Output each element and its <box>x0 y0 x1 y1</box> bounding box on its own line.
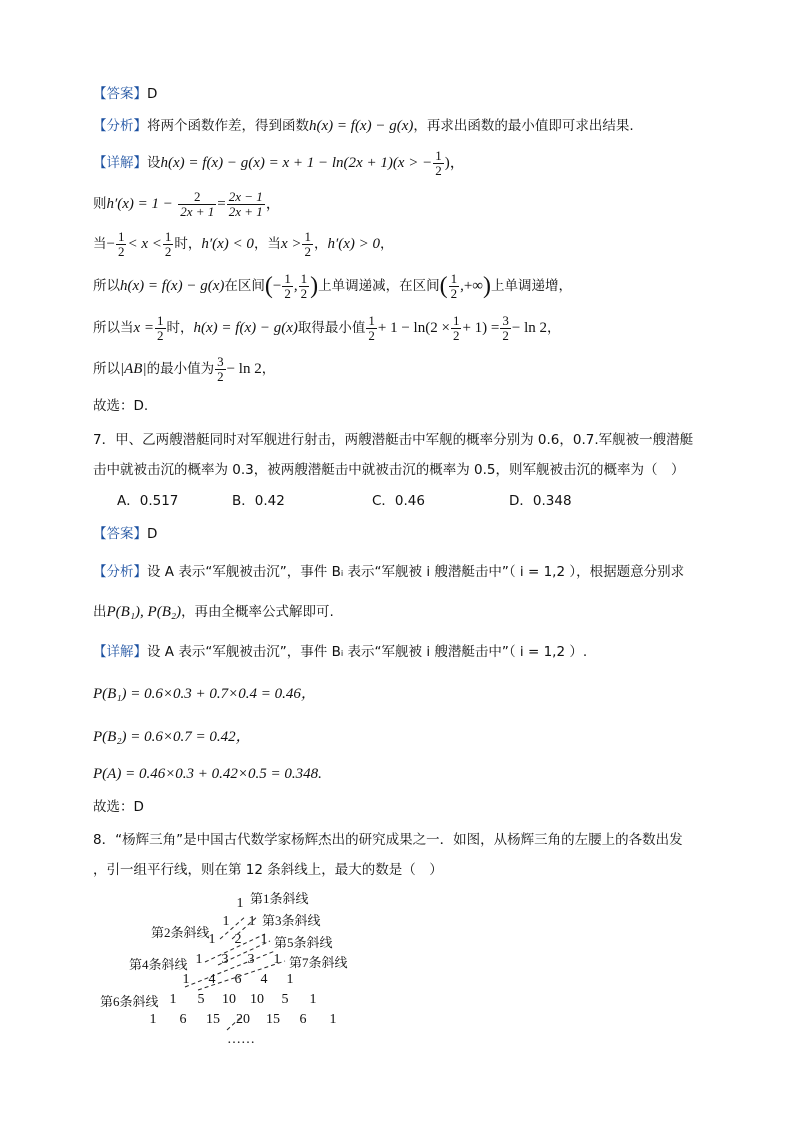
fraction-ab <box>215 355 226 384</box>
triangle-cell-5-3: 10 <box>250 992 264 1007</box>
fraction-numerator: 1 <box>117 228 125 244</box>
fraction-denominator: 2 <box>368 327 375 343</box>
triangle-cell-0-0: 1 <box>236 896 244 911</box>
detail-formula: h(x) = f(x) − g(x) = x + 1 − ln(2x + 1)(x > − <box>160 155 433 171</box>
q7-option-c: C．0.46 <box>372 493 425 509</box>
ab-formula: − ln 2 <box>226 361 262 377</box>
fraction-numerator: 1 <box>284 270 291 286</box>
ab-abs: |AB| <box>120 361 147 377</box>
when-line <box>93 227 394 261</box>
fraction-denominator: 2 <box>217 368 224 384</box>
triangle-cell-6-5: 6 <box>299 1012 307 1027</box>
triangle-cell-6-3: 20 <box>236 1012 250 1027</box>
triangle-cell-6-1: 6 <box>179 1012 187 1027</box>
fraction-numerator: 1 <box>368 312 375 328</box>
fraction-min-1 <box>155 314 166 343</box>
analysis-text: 设 A 表示“军舰被击沉”，事件 Bᵢ 表示“军舰被 i 艘潜艇击中”（ i = 1,2 ），根据题意分别求 <box>147 564 685 580</box>
analysis-text: 将两个函数作差，得到函数 <box>147 118 309 134</box>
ab-text-2: 的最小值为 <box>146 361 215 377</box>
triangle-cell-4-1: 4 <box>208 972 216 987</box>
fraction-numerator: 1 <box>164 228 172 244</box>
triangle-cell-5-2: 10 <box>222 992 236 1007</box>
choose-text: 故选：D. <box>93 398 149 414</box>
fraction-numerator: 1 <box>450 270 458 286</box>
mono-text: 所以 <box>93 278 120 294</box>
when-text-3: ，当 <box>253 236 281 252</box>
q7-stem-text: 击中就被击沉的概率为 0.3，被两艘潜艇击中就被击沉的概率为 0.5，则军舰被击沉的概率为（ ） <box>93 462 685 478</box>
q8-stem-1 <box>93 830 683 850</box>
min-text-3: 取得最小值 <box>297 320 366 336</box>
when-text: 当 <box>93 236 107 252</box>
minus-sign: − <box>272 278 282 294</box>
comma: ， <box>313 236 328 252</box>
answer-line-7 <box>93 524 157 544</box>
q7-stem-2 <box>93 460 685 480</box>
answer-value: D <box>147 86 158 102</box>
answer-tag: 【答案】 <box>93 86 147 102</box>
q7-option-a: A．0.517 <box>117 493 179 509</box>
minus-sign: − <box>106 236 115 252</box>
answer-tag: 【答案】 <box>93 526 147 542</box>
fraction-min-2 <box>366 314 377 343</box>
q8-stem-text: ，引一组平行线，则在第 12 条斜线上，最大的数是（ ） <box>93 862 443 878</box>
detail-line-7 <box>93 642 587 662</box>
derivative-line: 则h′(x) = 1 − $\frac{2}{2x + 1}$ = $\frac{2x - 1}{2x + 1}$ ， <box>93 188 281 219</box>
derivative-negative: h′(x) < 0 <box>201 236 254 252</box>
fraction-min-3 <box>451 314 462 343</box>
fraction-denominator: 2x + 1 <box>228 203 263 219</box>
q7-stem-1 <box>93 430 693 450</box>
fraction-numerator: 1 <box>304 228 311 244</box>
inequality: < x < <box>127 236 162 252</box>
fraction-denominator: 2 <box>452 327 460 343</box>
choose-line-7 <box>93 797 144 817</box>
mono-text-2: 在区间 <box>224 278 265 294</box>
triangle-cell-6-2: 15 <box>206 1012 220 1027</box>
mono-text-3: 上单调递减，在区间 <box>318 278 440 294</box>
triangle-cell-3-0: 1 <box>195 952 203 967</box>
triangle-cell-1-0: 1 <box>222 914 230 929</box>
diagonal-label-2: 第2条斜线 <box>151 925 210 940</box>
min-formula-3: + 1) = <box>462 320 500 336</box>
triangle-cell-5-0: 1 <box>169 992 177 1007</box>
fraction-denominator: 2 <box>164 243 172 259</box>
fraction-half <box>433 149 444 178</box>
triangle-cell-3-2: 3 <box>247 952 255 967</box>
min-formula-4: − ln 2 <box>511 320 547 336</box>
comma: ， <box>261 361 276 377</box>
triangle-cell-5-5: 1 <box>309 992 317 1007</box>
min-text: 所以当 <box>93 320 134 336</box>
triangle-cell-4-4: 1 <box>286 972 294 987</box>
mono-text-4: 上单调递增， <box>490 278 572 294</box>
triangle-cell-6-4: 15 <box>266 1012 280 1027</box>
fraction-interval-1 <box>282 272 293 301</box>
q7-stem-text: 7．甲、乙两艘潜艇同时对军舰进行射击，两艘潜艇击中军舰的概率分别为 0.6，0.7.军舰被一艘潜艇 <box>93 432 694 448</box>
fraction-min-4 <box>500 314 511 343</box>
comma: ， <box>547 320 561 336</box>
q7-option-d: D．0.348 <box>509 493 572 509</box>
diagonal-label-5: 第5条斜线 <box>274 935 333 950</box>
fraction-denominator: 2 <box>435 162 442 178</box>
triangle-cell-1-1: 1 <box>248 914 256 929</box>
detail-tag: 【详解】 <box>93 155 147 171</box>
diagonal-label-6: 第6条斜线 <box>100 994 159 1009</box>
x-greater: x > <box>280 236 302 252</box>
fraction-numerator: 3 <box>217 353 224 369</box>
triangle-cell-2-2: 1 <box>260 932 268 947</box>
analysis-formula: P(B₁), P(B₂) <box>106 604 182 620</box>
fraction-numerator: 1 <box>435 147 442 163</box>
comma: , <box>460 278 464 294</box>
equation-2: P(B₂) = 0.6×0.7 = 0.42， <box>93 729 251 745</box>
fraction-denominator: 2 <box>502 327 509 343</box>
fraction-denominator: 2 <box>450 285 458 301</box>
q8-stem-text: 8．“杨辉三角”是中国古代数学家杨辉杰出的研究成果之一．如图，从杨辉三角的左腰上的各数出发 <box>93 832 683 848</box>
analysis-tag: 【分析】 <box>93 118 147 134</box>
fraction-half-a <box>116 230 127 259</box>
detail-text: 设 A 表示“军舰被击沉”，事件 Bᵢ 表示“军舰被 i 艘潜艇击中”（ i = 1,2 ）. <box>147 644 588 660</box>
q8-stem-2 <box>93 860 443 880</box>
triangle-cell-5-4: 5 <box>281 992 289 1007</box>
fraction-denominator: 2 <box>157 327 164 343</box>
analysis-line-6 <box>93 116 634 136</box>
triangle-cell-4-3: 4 <box>260 972 268 987</box>
triangle-cell-6-6: 1 <box>329 1012 337 1027</box>
choose-text: 故选：D <box>93 799 144 815</box>
fraction-denominator: 2x + 1 <box>180 203 215 219</box>
triangle-cell-3-3: 1 <box>273 952 281 967</box>
derivative-positive: h′(x) > 0 <box>327 236 381 252</box>
fraction-denominator: 2 <box>300 285 308 301</box>
when-text-2: 时， <box>174 236 202 252</box>
ab-line <box>93 352 275 386</box>
fraction-numerator: 2 <box>178 190 216 205</box>
diagonal-label-7: 第7条斜线 <box>289 955 348 970</box>
triangle-cell-4-0: 1 <box>182 972 190 987</box>
analysis-formula: h(x) = f(x) − g(x) <box>309 118 414 134</box>
analysis-line-7b <box>93 602 334 622</box>
detail-line-6 <box>93 146 465 180</box>
diagonal-label-4: 第4条斜线 <box>129 957 188 972</box>
min-formula-2: + 1 − ln(2 × <box>377 320 450 336</box>
fraction-denominator: 2 <box>117 243 125 259</box>
analysis-text-end: ，再由全概率公式解即可. <box>181 604 334 620</box>
equation-3: P(A) = 0.46×0.3 + 0.42×0.5 = 0.348. <box>93 766 322 782</box>
triangle-ellipsis: …… <box>227 1032 255 1047</box>
analysis-line-7 <box>93 562 684 582</box>
diagonal-label-1: 第1条斜线 <box>250 891 309 906</box>
fraction-numerator: 1 <box>157 312 164 328</box>
mono-formula: h(x) = f(x) − g(x) <box>120 278 225 294</box>
fraction-denominator: 2 <box>284 285 291 301</box>
triangle-cell-2-1: 2 <box>234 932 242 947</box>
ab-text: 所以 <box>93 361 120 377</box>
fraction-numerator: 1 <box>452 312 460 328</box>
comma: ， <box>380 236 394 252</box>
fraction-half-c <box>302 230 313 259</box>
equation-1: P(B₁) = 0.6×0.3 + 0.7×0.4 = 0.46， <box>93 686 316 702</box>
min-formula: h(x) = f(x) − g(x) <box>193 320 298 336</box>
triangle-cell-4-2: 6 <box>234 972 242 987</box>
diagonal-label-3: 第3条斜线 <box>262 913 321 928</box>
yanghui-triangle-figure <box>0 885 794 1065</box>
fraction-deriv-2 <box>227 190 265 219</box>
analysis-text: 出 <box>93 604 107 620</box>
triangle-cell-2-0: 1 <box>208 932 216 947</box>
fraction-numerator: 2x − 1 <box>228 188 263 204</box>
choose-line-6 <box>93 396 148 416</box>
infinity: +∞ <box>463 278 483 294</box>
fraction-interval-3 <box>449 272 460 301</box>
detail-close: )， <box>444 155 465 171</box>
analysis-text-end: ，再求出函数的最小值即可求出结果. <box>413 118 634 134</box>
monotonic-line: 所以h(x) = f(x) − g(x)在区间(− $\frac{1}{2}$ , $\frac{1}{2}$ )上单调递减，在区间( $\frac{1}{2}$ ,+∞)上单调递增， <box>93 270 572 301</box>
min-text-2: 时， <box>166 320 194 336</box>
triangle-cell-6-0: 1 <box>149 1012 157 1027</box>
fraction-numerator: 1 <box>300 270 308 286</box>
fraction-half-b <box>163 230 174 259</box>
triangle-cell-5-1: 5 <box>197 992 205 1007</box>
derivative-formula: h′(x) = 1 − <box>106 196 173 212</box>
triangle-cell-3-1: 3 <box>221 952 229 967</box>
minimum-line <box>93 311 561 345</box>
answer-line-6 <box>93 84 157 104</box>
derivative-text: 则 <box>93 196 107 212</box>
detail-text: 设 <box>147 155 161 171</box>
answer-value: D <box>147 526 158 542</box>
q7-option-b: B．0.42 <box>232 493 285 509</box>
comma: , <box>293 278 298 294</box>
fraction-denominator: 2 <box>304 243 311 259</box>
fraction-numerator: 3 <box>502 312 509 328</box>
analysis-tag: 【分析】 <box>93 564 147 580</box>
fraction-interval-2 <box>299 272 310 301</box>
fraction-deriv-1 <box>178 190 216 219</box>
detail-tag: 【详解】 <box>93 644 147 660</box>
x-equals: x = <box>133 320 155 336</box>
